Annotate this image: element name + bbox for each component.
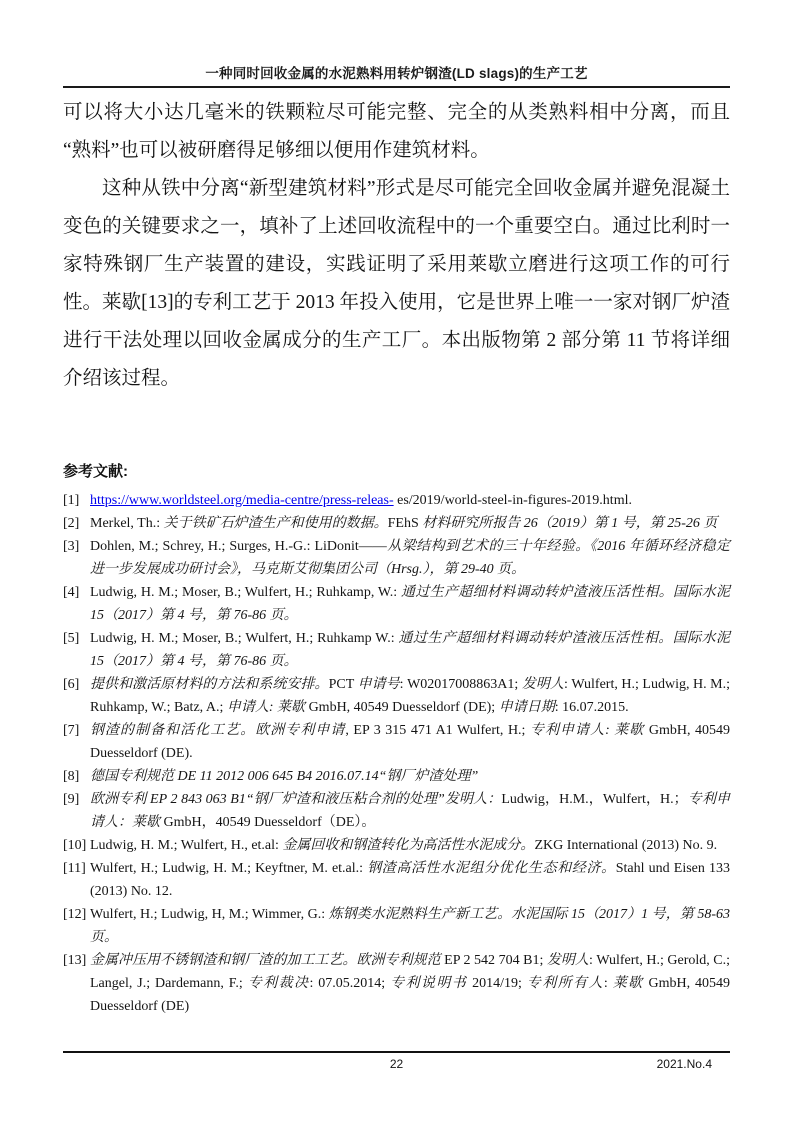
reference-text: 专利申请人：莱歇 (90, 792, 730, 830)
reference-label: [1] (63, 493, 80, 508)
reference-item (63, 903, 730, 949)
reference-item (63, 489, 730, 512)
reference-item (63, 673, 730, 719)
references-heading: 参考文献: (63, 463, 128, 480)
reference-text: Ludwig, H. M.; Moser, B.; Wulfert, H.; Ruhkamp W.: (90, 631, 399, 646)
reference-text: , EP 3 315 471 A1 Wulfert, H.; (345, 723, 530, 738)
reference-text: 材料研究所报告 26（2019）第 1 号，第 25-26 页 (422, 516, 718, 531)
reference-label: [8] (63, 769, 80, 784)
reference-text: GmbH, 40549 Duesseldorf (DE). (90, 723, 731, 761)
page-header (63, 0, 730, 88)
reference-item (63, 765, 730, 788)
reference-text: GmbH, 40549 Duesseldorf (DE); (305, 700, 499, 715)
reference-text: Ludwig, H. M.; Moser, B.; Wulfert, H.; Ruhkamp, W.: (90, 585, 402, 600)
reference-label: [11] (63, 861, 86, 876)
reference-text: 炼钢类水泥熟料生产新工艺。水泥国际 15（2017）1 号，第 58-63 页。 (90, 907, 730, 945)
reference-item (63, 627, 730, 673)
reference-text: 德国专利规范 DE 11 2012 006 645 B4 2016.07.14“钢厂炉渣处理” (90, 769, 479, 784)
reference-label: [2] (63, 516, 80, 531)
reference-label: [3] (63, 539, 80, 554)
reference-text: 莱歇 (612, 976, 644, 991)
reference-text: 2014/19; (467, 976, 527, 991)
reference-text: 发明人 (546, 953, 589, 968)
reference-text: 通过生产超细材料调动转炉渣液压活性相。国际水泥 15（2017）第 4 号，第 76-86 页。 (90, 631, 731, 669)
reference-text: PCT (328, 677, 358, 692)
reference-text: Ludwig，H.M.，Wulfert，H.； (501, 792, 688, 807)
reference-item (63, 834, 730, 857)
reference-text: 专利裁决 (247, 976, 310, 991)
reference-text: FEhS (387, 516, 423, 531)
reference-text: 金属回收和钢渣转化为高活性水泥成分。 (282, 838, 535, 853)
reference-text: : (603, 976, 613, 991)
reference-text: : W02017008863A1; (399, 677, 522, 692)
reference-text: es/2019/world-steel-in-figures-2019.html. (393, 493, 632, 508)
reference-text: 专利说明书 (390, 976, 468, 991)
references-list (63, 489, 730, 1018)
reference-label: [10] (63, 838, 87, 853)
reference-label: [13] (63, 953, 87, 968)
reference-item (63, 512, 730, 535)
reference-label: [6] (63, 677, 80, 692)
reference-text: ZKG International (2013) No. 9. (534, 838, 718, 853)
reference-text: Wulfert, H.; Ludwig, H. M.; Keyftner, M. et.al.: (90, 861, 368, 876)
reference-text: Stahl und Eisen 133 (2013) No. 12. (90, 861, 730, 899)
reference-text: : 16.07.2015. (554, 700, 629, 715)
reference-label: [12] (63, 907, 87, 922)
reference-text: Wulfert, H.; Ludwig, H, M.; Wimmer, G.: (90, 907, 329, 922)
reference-text: : 07.05.2014; (309, 976, 391, 991)
reference-item (63, 535, 730, 581)
paragraph-continuation: 可以将大小达几毫米的铁颗粒尽可能完整、完全的从类熟料相中分离，而且“熟料”也可以被研磨得足够细以便用作建筑材料。 (63, 102, 730, 161)
issue-label: 2021.No.4 (656, 1057, 712, 1071)
reference-text: GmbH，40549 Duesseldorf（DE）。 (160, 815, 376, 830)
reference-text: 从梁结构到艺术的三十年经验。《2016 年循环经济稳定进一步发展成功研讨会》，马克斯艾彻集团公司（Hrsg.），第 29-40 页。 (90, 539, 730, 577)
reference-text: Ludwig, H. M.; Wulfert, H., et.al: (90, 838, 283, 853)
reference-item (63, 949, 730, 1018)
reference-text: 发明人 (521, 677, 564, 692)
reference-label: [4] (63, 585, 80, 600)
body-text (63, 94, 730, 398)
reference-text: 专利所有人 (526, 976, 604, 991)
page-footer (63, 1051, 730, 1071)
running-title: 一种同时回收金属的水泥熟料用转炉钢渣(LD slags)的生产工艺 (205, 66, 588, 81)
reference-text: 钢渣高活性水泥组分优化生态和经济。 (367, 861, 616, 876)
reference-text: 金属冲压用不锈钢渣和钢厂渣的加工工艺。欧洲专利规范 (90, 953, 441, 968)
reference-label: [9] (63, 792, 80, 807)
reference-text: 钢渣的制备和活化工艺。欧洲专利申请 (90, 723, 346, 738)
paragraph: 这种从铁中分离“新型建筑材料”形式是尽可能完全回收金属并避免混凝土变色的关键要求之一，填补了上述回收流程中的一个重要空白。通过比利时一家特殊钢厂生产装置的建设，实践证明了采用莱歇立磨进行这项工作的可行性。莱歇[13]的专利工艺于 2013 年投入使用，它是世界上唯一一家对钢厂炉渣进行干法处理以回收金属成分的生产工厂。本出版物第 2 部分第 11 节将详细介绍该过程。 (63, 178, 730, 389)
page-number: 22 (389, 1057, 404, 1071)
reference-text: Merkel, Th.: (90, 516, 164, 531)
reference-text: GmbH, 40549 Duesseldorf (DE) (90, 976, 731, 1014)
reference-text: 欧洲专利 EP 2 843 063 B1“钢厂炉渣和液压粘合剂的处理”发明人： (90, 792, 502, 807)
reference-text: 申请日期 (498, 700, 555, 715)
reference-text: 关于铁矿石炉渣生产和使用的数据。 (163, 516, 388, 531)
reference-text: 通过生产超细材料调动转炉渣液压活性相。国际水泥 15（2017）第 4 号，第 76-86 页。 (90, 585, 731, 623)
reference-link[interactable]: https://www.worldsteel.org/media-centre/press-releas- (90, 493, 394, 508)
reference-text: 申请号 (357, 677, 400, 692)
reference-text: 申请人: 莱歇 (226, 700, 306, 715)
reference-text: 提供和激活原材料的方法和系统安排。 (90, 677, 329, 692)
references-section (63, 460, 730, 1018)
reference-label: [7] (63, 723, 80, 738)
reference-text: : Wulfert, H.; Ludwig, H. M.; Ruhkamp, W.; Batz, A.; (90, 677, 731, 715)
reference-text: : Wulfert, H.; Gerold, C.; Langel, J.; Dardemann, F.; (90, 953, 731, 991)
reference-text: 专利申请人: 莱歇 (529, 723, 645, 738)
reference-item (63, 719, 730, 765)
reference-item (63, 857, 730, 903)
reference-item (63, 788, 730, 834)
reference-text: Dohlen, M.; Schrey, H.; Surges, H.-G.: LiDonit—— (90, 539, 387, 554)
reference-label: [5] (63, 631, 80, 646)
reference-text: EP 2 542 704 B1; (440, 953, 547, 968)
reference-item (63, 581, 730, 627)
